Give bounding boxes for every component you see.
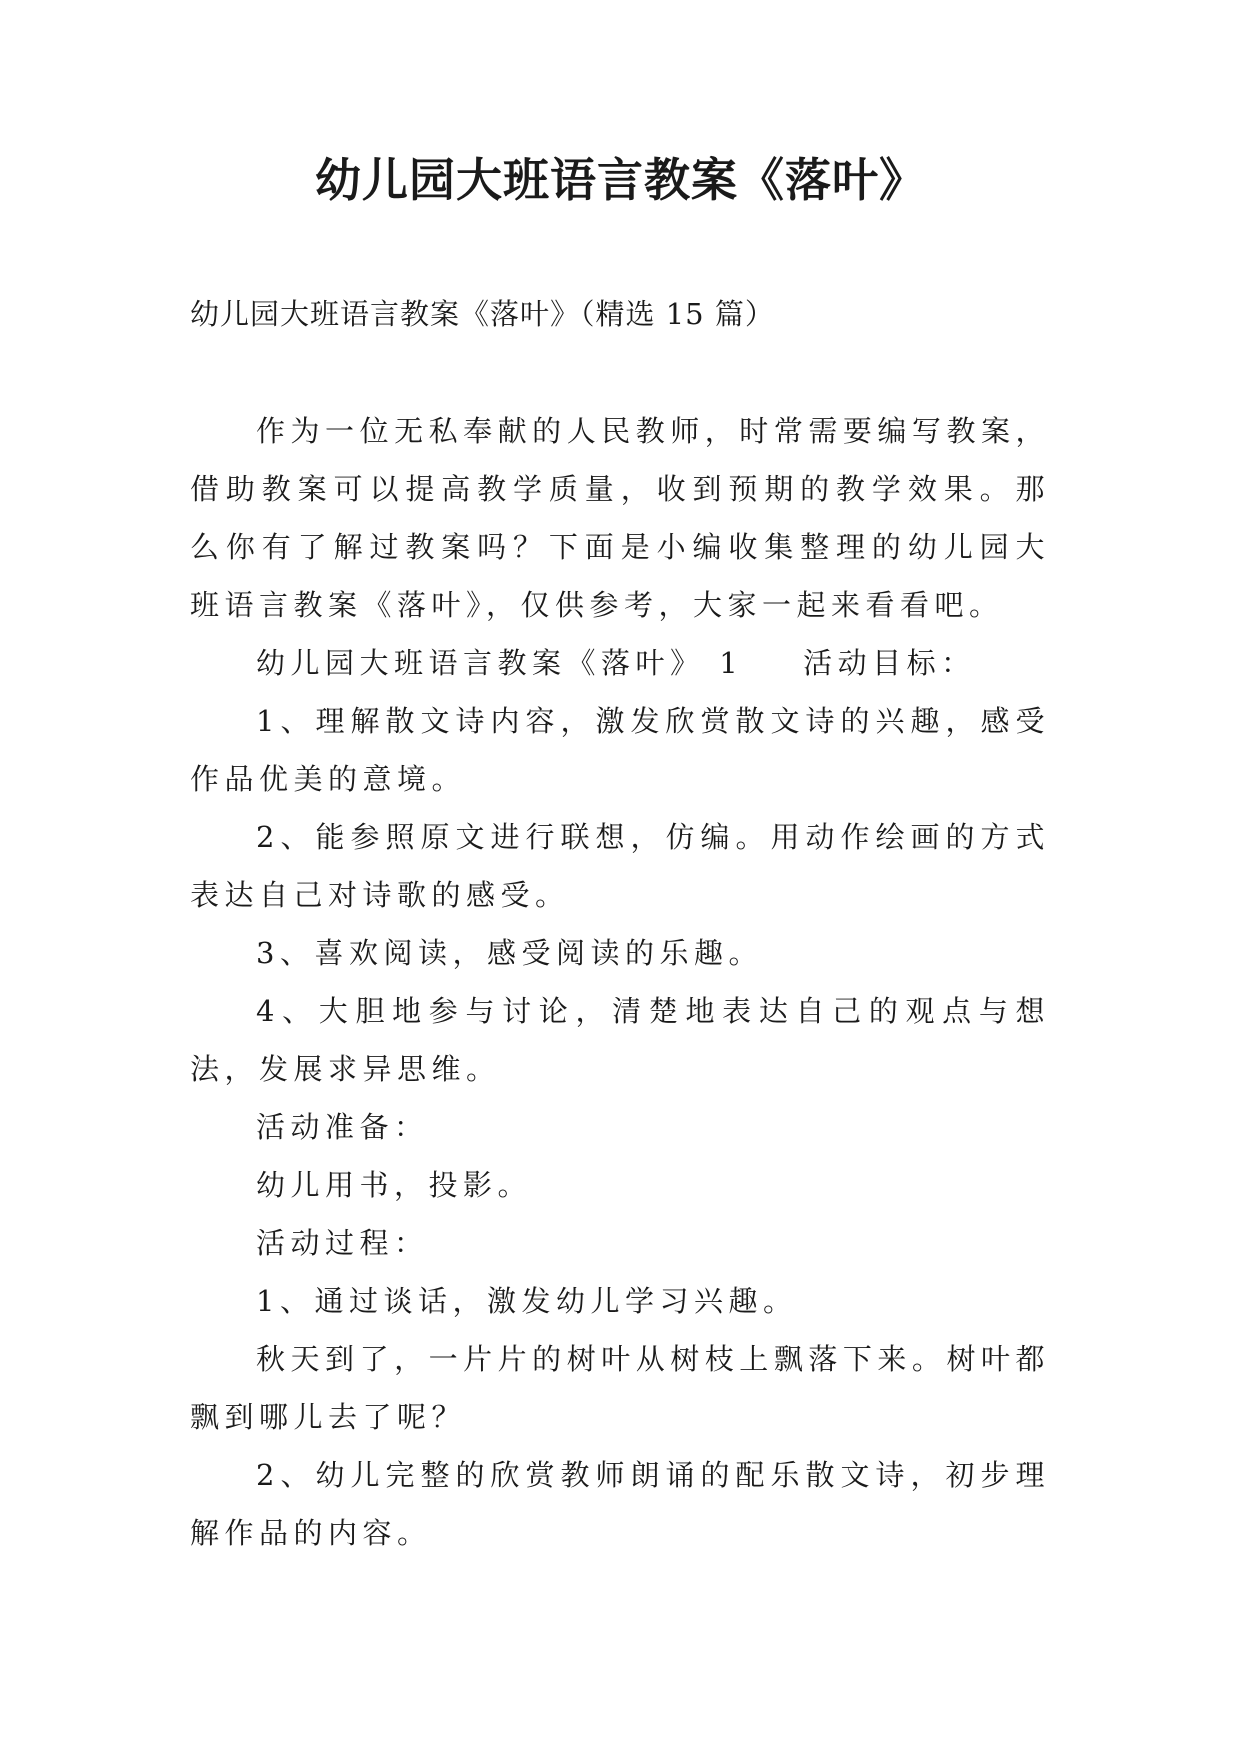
process-item-3: 2、幼儿完整的欣赏教师朗诵的配乐散文诗，初步理解作品的内容。 bbox=[190, 1458, 1050, 1550]
goal-item-4: 4、大胆地参与讨论，清楚地表达自己的观点与想法，发展求异思维。 bbox=[190, 994, 1050, 1086]
document-title: 幼儿园大班语言教案《落叶》 bbox=[315, 153, 926, 207]
section-heading bbox=[190, 634, 1050, 692]
section-label: 活动目标： bbox=[803, 646, 976, 680]
process-label: 活动过程： bbox=[256, 1226, 429, 1260]
goal-item-1: 1、理解散文诗内容，激发欣赏散文诗的兴趣，感受作品优美的意境。 bbox=[190, 704, 1050, 796]
intro-paragraph: 作为一位无私奉献的人民教师，时常需要编写教案，借助教案可以提高教学质量，收到预期的教学效果。那么你有了解过教案吗？下面是小编收集整理的幼儿园大班语言教案《落叶》，仅供参考，大家一起来看看吧。 bbox=[190, 414, 1050, 622]
goal-item-3: 3、喜欢阅读，感受阅读的乐趣。 bbox=[256, 936, 763, 970]
process-item-1: 1、通过谈话，激发幼儿学习兴趣。 bbox=[256, 1284, 798, 1318]
document-body bbox=[190, 402, 1050, 1562]
process-item-2: 秋天到了，一片片的树叶从树枝上飘落下来。树叶都飘到哪儿去了呢？ bbox=[190, 1342, 1050, 1434]
prep-text: 幼儿用书，投影。 bbox=[256, 1168, 533, 1202]
section-title: 幼儿园大班语言教案《落叶》 1 bbox=[256, 646, 744, 680]
document-subtitle: 幼儿园大班语言教案《落叶》（精选 15 篇） bbox=[190, 297, 775, 331]
goal-item-2: 2、能参照原文进行联想，仿编。用动作绘画的方式表达自己对诗歌的感受。 bbox=[190, 820, 1050, 912]
prep-label: 活动准备： bbox=[256, 1110, 429, 1144]
